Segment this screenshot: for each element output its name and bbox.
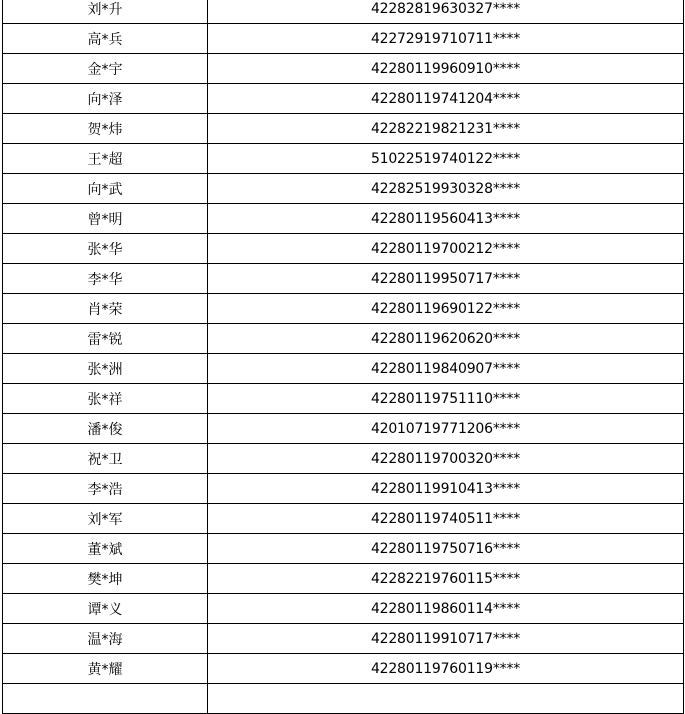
id-number-cell	[208, 414, 684, 444]
id-number-text: 42280119910717****	[370, 630, 521, 647]
table-row	[3, 444, 684, 474]
id-number-text: 42280119860114****	[370, 600, 521, 617]
roster-table-body	[3, 0, 684, 714]
id-number-cell	[208, 114, 684, 144]
name-cell: 温*海	[3, 624, 208, 654]
id-number-text: 42280119960910****	[370, 60, 521, 77]
id-number-cell	[208, 174, 684, 204]
table-row	[3, 594, 684, 624]
id-number-cell	[208, 444, 684, 474]
name-cell: 潘*俊	[3, 414, 208, 444]
id-number-cell	[208, 594, 684, 624]
id-number-text: 42282219760115****	[370, 570, 521, 587]
id-number-cell	[208, 564, 684, 594]
table-row	[3, 354, 684, 384]
table-row	[3, 294, 684, 324]
id-number-text: 42282219821231****	[370, 120, 521, 137]
table-row	[3, 0, 684, 24]
table-row	[3, 24, 684, 54]
table-row	[3, 234, 684, 264]
id-number-cell	[208, 654, 684, 684]
id-number-text: 42280119750716****	[370, 540, 521, 557]
table-row	[3, 384, 684, 414]
id-number-cell	[208, 84, 684, 114]
table-row	[3, 204, 684, 234]
table-row	[3, 624, 684, 654]
id-number-cell	[208, 294, 684, 324]
id-number-text: 42280119741204****	[370, 90, 521, 107]
name-cell: 黄*耀	[3, 654, 208, 684]
id-number-text: 42280119700212****	[370, 240, 521, 257]
id-number-text: 42280119751110****	[370, 390, 521, 407]
name-cell	[3, 684, 208, 714]
id-number-text: 42280119700320****	[370, 450, 521, 467]
table-row	[3, 84, 684, 114]
id-number-text: 42280119690122****	[370, 300, 521, 317]
table-row	[3, 684, 684, 714]
name-cell: 张*洲	[3, 354, 208, 384]
id-number-cell	[208, 324, 684, 354]
table-row	[3, 414, 684, 444]
table-row	[3, 264, 684, 294]
name-cell: 刘*军	[3, 504, 208, 534]
id-number-text: 42280119760119****	[370, 660, 521, 677]
name-cell: 李*浩	[3, 474, 208, 504]
id-number-cell	[208, 24, 684, 54]
name-cell: 张*华	[3, 234, 208, 264]
name-cell: 向*武	[3, 174, 208, 204]
name-cell: 贺*炜	[3, 114, 208, 144]
id-number-text: 42280119560413****	[370, 210, 521, 227]
id-number-text: 42272919710711****	[370, 30, 521, 47]
id-number-cell	[208, 204, 684, 234]
id-number-text: 42282519930328****	[370, 180, 521, 197]
name-cell: 张*祥	[3, 384, 208, 414]
id-number-text: 42280119950717****	[370, 270, 521, 287]
name-cell: 向*泽	[3, 84, 208, 114]
id-number-text: 42280119910413****	[370, 480, 521, 497]
name-cell: 金*宇	[3, 54, 208, 84]
name-cell: 曾*明	[3, 204, 208, 234]
table-row	[3, 114, 684, 144]
name-cell: 谭*义	[3, 594, 208, 624]
table-row	[3, 654, 684, 684]
id-number-cell	[208, 144, 684, 174]
id-number-text: 42282819630327****	[370, 0, 521, 17]
name-cell: 雷*锐	[3, 324, 208, 354]
id-number-cell	[208, 684, 684, 714]
table-row	[3, 564, 684, 594]
table-row	[3, 534, 684, 564]
name-cell: 王*超	[3, 144, 208, 174]
id-number-cell	[208, 474, 684, 504]
id-number-text: 42010719771206****	[370, 420, 521, 437]
id-number-cell	[208, 504, 684, 534]
id-number-text: 51022519740122****	[370, 150, 521, 167]
name-cell: 肖*荣	[3, 294, 208, 324]
id-number-cell	[208, 534, 684, 564]
table-row	[3, 474, 684, 504]
id-number-cell	[208, 234, 684, 264]
id-number-cell	[208, 384, 684, 414]
id-number-cell	[208, 54, 684, 84]
name-cell: 祝*卫	[3, 444, 208, 474]
name-cell: 李*华	[3, 264, 208, 294]
id-number-cell	[208, 0, 684, 24]
id-number-cell	[208, 264, 684, 294]
id-number-cell	[208, 354, 684, 384]
id-number-text: 42280119740511****	[370, 510, 521, 527]
name-cell: 樊*坤	[3, 564, 208, 594]
table-row	[3, 324, 684, 354]
name-cell: 刘*升	[3, 0, 208, 24]
table-row	[3, 174, 684, 204]
name-cell: 高*兵	[3, 24, 208, 54]
id-number-cell	[208, 624, 684, 654]
table-row	[3, 504, 684, 534]
table-row	[3, 54, 684, 84]
id-number-text: 42280119620620****	[370, 330, 521, 347]
roster-table	[2, 0, 684, 714]
id-number-text: 42280119840907****	[370, 360, 521, 377]
name-cell: 董*斌	[3, 534, 208, 564]
table-row	[3, 144, 684, 174]
